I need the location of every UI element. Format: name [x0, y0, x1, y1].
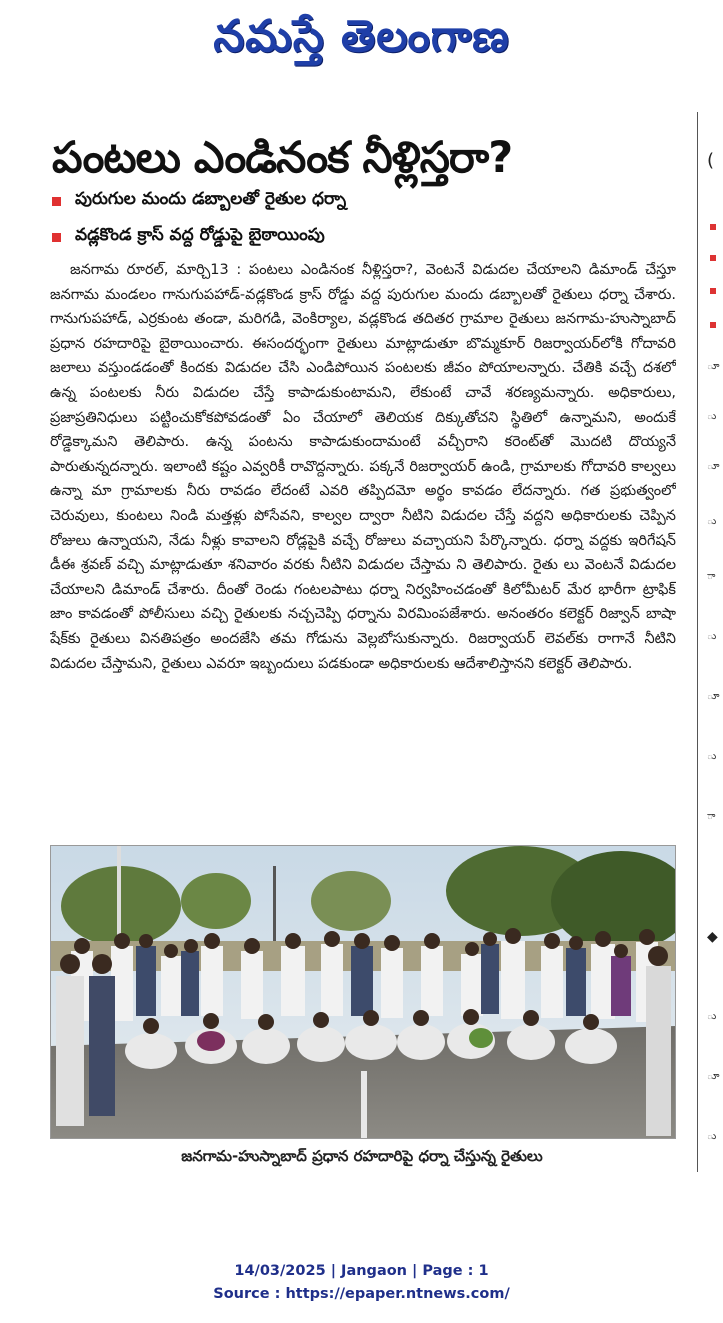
- newspaper-logo: నమస్తే తెలంగాణ: [213, 11, 510, 62]
- subheading-text: పురుగుల మందు డబ్బాలతో రైతుల ధర్నా: [75, 189, 347, 209]
- clipped-glyph: (: [707, 150, 715, 171]
- clipped-bullet-icon: [710, 288, 716, 294]
- subheading-bullet: [52, 186, 672, 216]
- news-photo: [50, 845, 676, 1139]
- clipped-glyph: ు: [707, 1131, 717, 1142]
- clipped-glyph: ా: [707, 811, 716, 822]
- clipped-glyph: ◆: [707, 929, 718, 945]
- subheading-bullet: [52, 222, 672, 252]
- red-square-icon: [52, 197, 61, 206]
- clipped-glyph: ూ: [707, 1071, 720, 1082]
- masthead: [0, 0, 723, 84]
- clipped-glyph: ు: [707, 516, 717, 527]
- column-divider: [697, 112, 698, 1172]
- clipped-glyph: ూ: [707, 691, 720, 702]
- subheading-text: వడ్లకొండ క్రాస్ వద్ద రోడ్డుపై బైఠాయింపు: [75, 225, 325, 245]
- clipped-bullet-icon: [710, 255, 716, 261]
- clipped-glyph: ు: [707, 631, 717, 642]
- clipped-bullet-icon: [710, 322, 716, 328]
- clipped-glyph: ు: [707, 751, 717, 762]
- edition-info: 14/03/2025 | Jangaon | Page : 1: [234, 1263, 489, 1279]
- clipped-glyph: ూ: [707, 361, 720, 372]
- red-square-icon: [52, 233, 61, 242]
- source-link[interactable]: Source : https://epaper.ntnews.com/: [213, 1286, 510, 1302]
- clipped-glyph: ా: [707, 571, 716, 582]
- clipped-bullet-icon: [710, 224, 716, 230]
- article-body: జనగామ రూరల్, మార్చి13 : పంటలు ఎండినంక నీళ్లిస్తరా?, వెంటనే విడుదల చేయాలని డిమాండ్ చేస్తూ జనగామ మండలం గానుగుపహాడ్-వడ్లకొండ క్రాస్ రోడ్డు వద్ద పురుగుల మందు డబ్బాలతో రైతులు ధర్నా చేశారు. గానుగుపహాడ్, ఎర్రకుంట తండా, మరిగడి, వెంకిర్యాల, వడ్లకొండ తదితర గ్రామాల రైతులు జనగామ-హుస్నాబాద్ ప్రధాన రహదారిపై బైఠాయించారు. ఈసందర్భంగా రైతులు మాట్లాడుతూ బొమ్మకూర్ రిజర్వాయర్‌లోకి గోదావరి జలాలు వస్తుండడంతో కిందకు విడుదల చేసి ఎండిపోయిన పంటలకు జీవం పోయాలన్నారు. చేతికి వచ్చే దశలో ఉన్న పంటలకు నీరు విడుదల చేస్తే కాపాడుకుంటామని, లేకుంటే చావే శరణ్యమన్నారు. అధికారులు, ప్రజాప్రతినిధులు పట్టించుకోకపోవడంతో ఏం చేయాలో తెలియక దిక్కుతోచని స్థితిలో ఉన్నామని, అందుకే రోడ్డెక్కామని తెలిపారు. ఉన్న పంటను కాపాడుకుందామంటే వచ్చీరాని కరెంట్‌తో మొదటి దొయ్యనే పారుతున్నదన్నారు. ఇలాంటి కష్టం ఎవ్వరికీ రావొద్దన్నారు. పక్కనే రిజర్వాయర్ ఉండి, గ్రామాలకు గోదావరి కాల్వలు ఉన్నా మా గ్రామాలకు నీరు రావడం లేదంటే ఎవరి తప్పిదమో అర్థం కావడం లేదన్నారు. గత ప్రభుత్వంలో చెరువులు, కుంటలు నిండి మత్తళ్లు పోసేవని, కాల్వల ద్వారా నీటిని విడుదల చేస్తే వద్దని అధికారులకు చెప్పిన రోజులు ఉన్నాయని, నేడు నీళ్లు కావాలని రోడ్లపైకి వచ్చే రోజులు వచ్చాయని పేర్కొన్నారు. ధర్నా వద్దకు ఇరిగేషన్ డీఈ శ్రవణ్ వచ్చి మాట్లాడుతూ శనివారం వరకు నీటిని విడుదల చేస్తామ ని తెలిపారు. రైతు లు వెంటనే విడుదల చేయాలని డిమాండ్ చేశారు. దీంతో రెండు గంటలపాటు ధర్నా నిర్వహించడంతో కిలోమీటర్ మేర భారీగా ట్రాఫిక్ జాం కావడంతో పోలీసులు వచ్చి రైతులకు నచ్చచెప్పి ధర్నాను విరమింపజేశారు. అనంతరం కలెక్టర్ రిజ్వాన్ బాషా షేక్‌కు రైతులు వినతిపత్రం అందజేసి తమ గోడును వెల్లబోసుకున్నారు. రిజర్వాయర్ లెవల్‌కు రాగానే నీటిని విడుదల చేస్తామని, రైతులు ఎవరూ ఇబ్బందులు పడకుండా అధికారులకు ఆదేశాలిస్తానని కలెక్టర్ తెలిపారు.: [50, 262, 676, 672]
- clipped-glyph: ు: [707, 411, 717, 422]
- clipped-glyph: ు: [707, 1011, 717, 1022]
- protest-photo-illustration: [51, 846, 675, 1138]
- article-headline: పంటలు ఎండినంక నీళ్లిస్తరా?: [52, 133, 513, 183]
- adjacent-column-clip: [705, 112, 723, 1172]
- photo-caption: జనగామ-హుస్నాబాద్ ప్రధాన రహదారిపై ధర్నా చేస్తున్న రైతులు: [181, 1147, 543, 1165]
- clipped-glyph: ూ: [707, 461, 720, 472]
